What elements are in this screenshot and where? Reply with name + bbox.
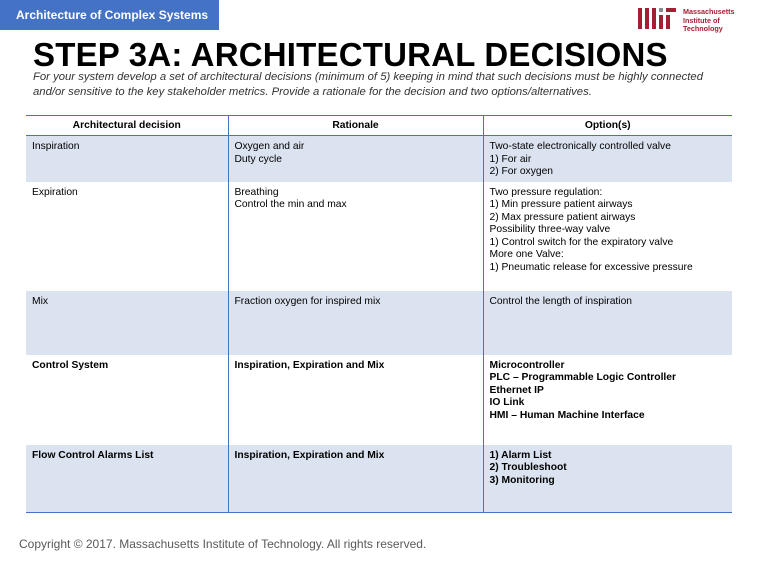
decision-text: Mix [32,295,49,307]
mit-logo [638,8,738,32]
table-row [26,291,732,355]
option-line: PLC – Programmable Logic Controller [489,372,677,384]
header-rationale: Rationale [228,116,483,136]
option-line: IO Link [489,397,525,409]
option-line: Possibility three-way valve [489,224,611,236]
options-cell [483,445,732,513]
header-decision: Architectural decision [26,116,228,136]
option-line: 1) Min pressure patient airways [489,199,633,211]
mit-logo-mark [638,8,676,29]
rationale-line: Oxygen and air [234,141,305,152]
table-row [26,355,732,445]
rationale-cell [228,355,483,445]
copyright-footer: Copyright © 2017. Massachusetts Institute of Technology. All rights reserved. [19,537,427,551]
option-line: Ethernet IP [489,384,544,396]
decision-cell [26,355,228,445]
rationale-line: Inspiration, Expiration and Mix [234,359,385,371]
options-cell [483,136,732,182]
option-line: 1) Alarm List [489,449,552,461]
table-row [26,136,732,182]
table-row [26,445,732,513]
decisions-table [26,115,732,513]
slide-title: STEP 3A: ARCHITECTURAL DECISIONS [33,36,668,73]
rationale-cell [228,291,483,355]
options-cell [483,291,732,355]
decision-cell [26,291,228,355]
option-line: 1) Control switch for the expiratory valve [489,236,674,248]
mit-logo-text: Massachusetts Institute of Technology [683,7,735,33]
rationale-cell [228,182,483,291]
option-line: 3) Monitoring [489,474,555,486]
decision-cell [26,445,228,513]
table-row [26,182,732,291]
rationale-cell [228,136,483,182]
option-line: 1) For air [489,153,532,165]
rationale-line: Fraction oxygen for inspired mix [234,295,381,307]
rationale-line: Breathing [234,186,279,198]
option-line: 2) Max pressure patient airways [489,211,636,223]
option-line: More one Valve: [489,249,564,261]
decision-text: Control System [32,359,109,371]
slide-subtitle: For your system develop a set of architectural decisions (minimum of 5) keeping in mind that such decisions must be highly connected and/or sensitive to the key stakeholder metrics. Provide a rationale for the decision and two options/alternatives. [33,71,703,98]
option-line: Microcontroller [489,359,565,371]
option-line: 1) Pneumatic release for excessive pressure [489,262,693,274]
options-cell [483,355,732,445]
rationale-line: Control the min and max [234,199,347,211]
header-options: Option(s) [483,116,732,136]
decision-cell [26,136,228,182]
table-header-row [26,116,732,136]
rationale-cell [228,445,483,513]
rationale-line: Duty cycle [234,153,282,165]
option-line: 2) Troubleshoot [489,462,567,474]
option-line: Two-state electronically controlled valve [489,141,671,152]
decision-text: Inspiration [32,141,80,152]
course-label-tab: Architecture of Complex Systems [0,0,219,30]
rationale-line: Inspiration, Expiration and Mix [234,449,385,461]
options-cell [483,182,732,291]
option-line: Two pressure regulation: [489,186,603,198]
option-line: 2) For oxygen [489,166,554,178]
decision-text: Expiration [32,186,78,198]
decision-cell [26,182,228,291]
option-line: HMI – Human Machine Interface [489,409,645,421]
option-line: Control the length of inspiration [489,295,633,307]
decision-text: Flow Control Alarms List [32,449,154,461]
